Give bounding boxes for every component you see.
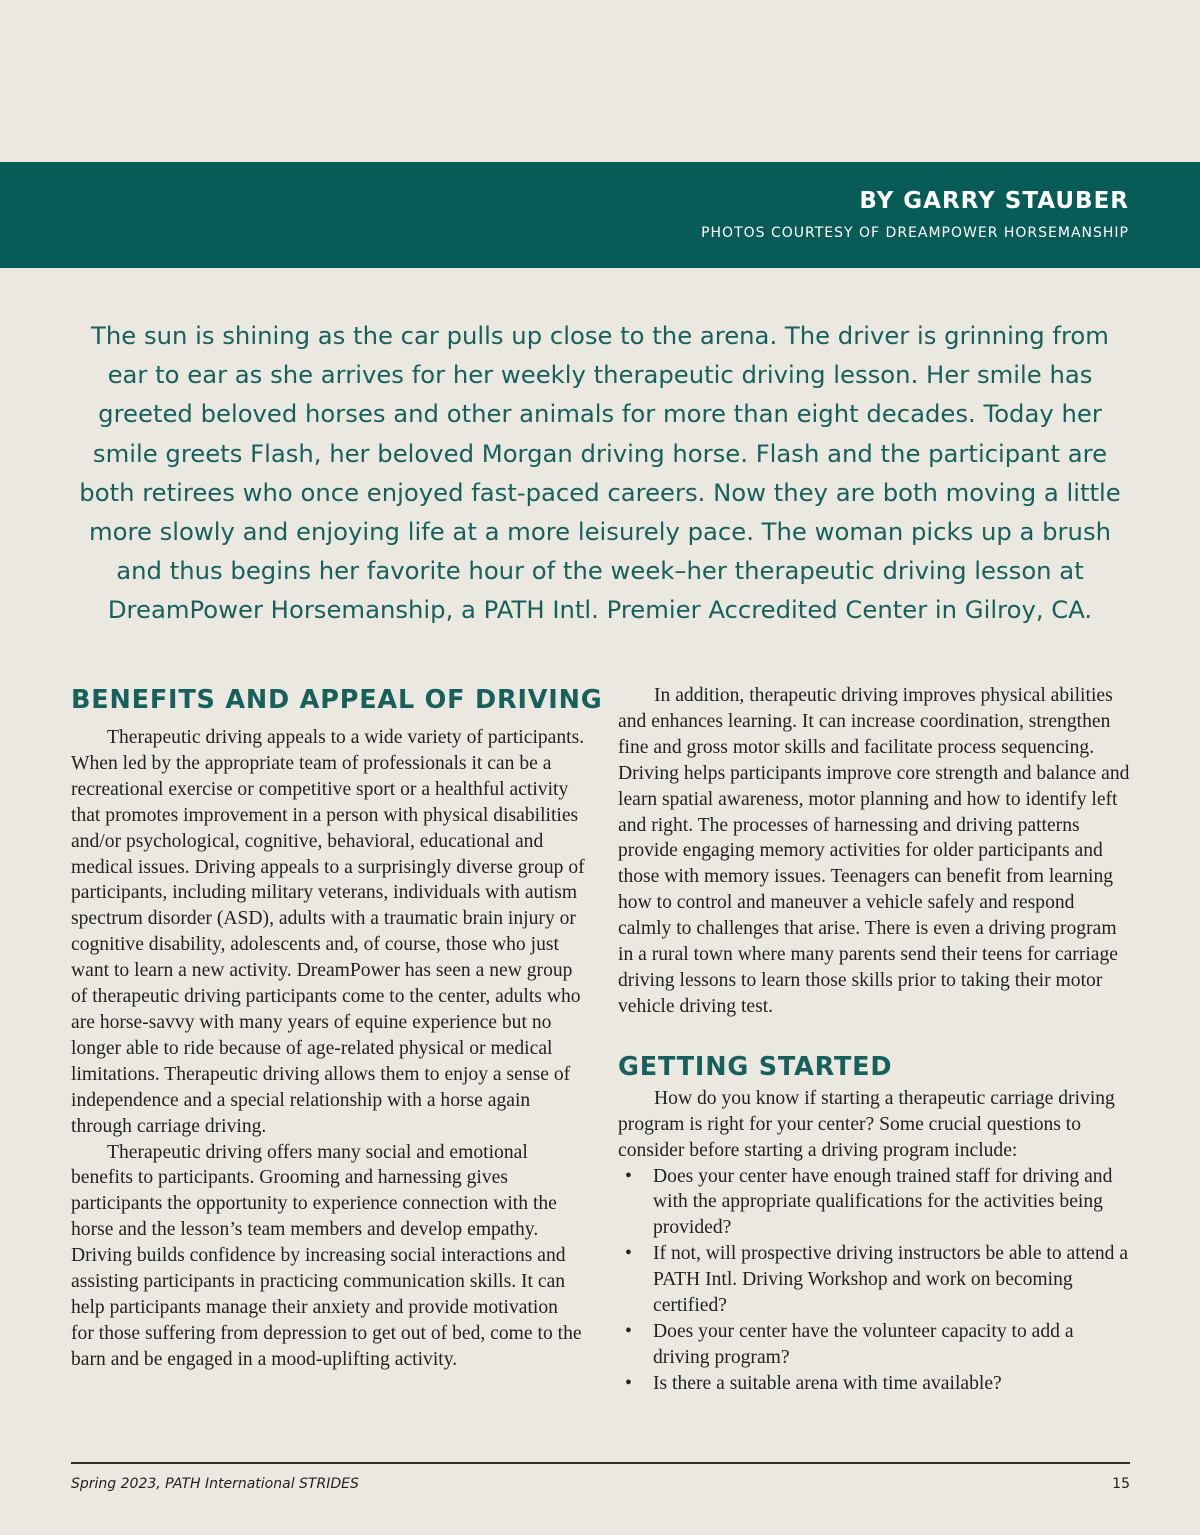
section-heading-benefits: BENEFITS AND APPEAL OF DRIVING: [71, 685, 603, 715]
intro-paragraph: The sun is shining as the car pulls up close to the arena. The driver is grinning from ear to ear as she arrives for her weekly therapeutic driving lesson. Her smile has greeted beloved horses and other animals for more than eight decades. Today her smile greets Flash, her beloved Morgan driving horse. Flash and the participant are both retirees who once enjoyed fast-paced careers. Now they are both moving a little more slowly and enjoying life at a more leisurely pace. The woman picks up a brush and thus begins her favorite hour of the week–her therapeutic driving lesson at DreamPower Horsemanship, a PATH Intl. Premier Accredited Center in Gilroy, CA.: [79, 321, 1121, 625]
list-item: [618, 1241, 1130, 1319]
left-column: [71, 683, 603, 1373]
body-paragraph: In addition, therapeutic driving improves physical abilities and enhances learning. It can increase coordination, strengthen fine and gross motor skills and facilitate process sequencing. Driving helps participants improve core strength and balance and learn spatial awareness, motor planning and how to identify left and right. The processes of harnessing and driving patterns provide engaging memory activities for older participants and those with memory issues. Teenagers can benefit from learning how to control and maneuver a vehicle safely and respond calmly to challenges that arise. There is even a driving program in a rural town where many parents send their teens for carriage driving lessons to learn those skills prior to taking their motor vehicle driving test.: [618, 685, 1130, 1017]
bullet-icon: •: [625, 1372, 632, 1394]
body-paragraph: Therapeutic driving appeals to a wide variety of participants. When led by the appropriate team of professionals it can be a recreational exercise or competitive sport or a healthful activity that promotes improvement in a person with physical disabilities and/or psychological, cognitive, behavioral, educational and medical issues. Driving appeals to a surprisingly diverse group of participants, including military veterans, individuals with autism spectrum disorder (ASD), adults with a traumatic brain injury or cognitive disability, adolescents and, of course, those who just want to learn a new activity. DreamPower has seen a new group of therapeutic driving participants come to the center, adults who are horse-savvy with many years of equine experience but no longer able to ride because of age-related physical or medical limitations. Therapeutic driving allows them to enjoy a sense of independence and a special relationship with a horse again through carriage driving.: [71, 727, 585, 1137]
bullet-icon: •: [625, 1320, 632, 1342]
list-item: [618, 1164, 1130, 1242]
header-banner: [0, 162, 1200, 268]
author-byline: BY GARRY STAUBER: [859, 188, 1129, 214]
list-item-text: If not, will prospective driving instructors be able to attend a PATH Intl. Driving Workshop and work on becoming certified?: [653, 1243, 1129, 1317]
footer-divider: [71, 1462, 1130, 1464]
list-item-text: Does your center have enough trained staff for driving and with the appropriate qualifications for the activities being provided?: [653, 1165, 1113, 1239]
body-paragraph: How do you know if starting a therapeutic carriage driving program is right for your center? Some crucial questions to consider before starting a driving program include:: [618, 1087, 1115, 1161]
footer-publication: Spring 2023, PATH International STRIDES: [71, 1476, 359, 1492]
photo-credit: PHOTOS COURTESY OF DREAMPOWER HORSEMANSHIP: [701, 225, 1129, 241]
right-column: [618, 683, 1130, 1397]
list-item: [618, 1371, 1130, 1397]
bullet-icon: •: [625, 1243, 632, 1265]
list-item-text: Does your center have the volunteer capacity to add a driving program?: [653, 1320, 1074, 1368]
question-list: [618, 1164, 1130, 1397]
page-number: 15: [1112, 1476, 1130, 1492]
list-item: [618, 1319, 1130, 1371]
bullet-icon: •: [625, 1165, 632, 1187]
body-paragraph: Therapeutic driving offers many social and emotional benefits to participants. Grooming and harnessing gives participants the opportunity to experience connection with the horse and the lesson’s team members and develop empathy. Driving builds confidence by increasing social interactions and assisting participants in practicing communication skills. It can help participants manage their anxiety and provide motivation for those suffering from depression to get out of bed, come to the barn and be engaged in a mood-uplifting activity.: [71, 1141, 582, 1370]
list-item-text: Is there a suitable arena with time available?: [653, 1372, 1002, 1394]
section-heading-getting-started: GETTING STARTED: [618, 1051, 893, 1082]
